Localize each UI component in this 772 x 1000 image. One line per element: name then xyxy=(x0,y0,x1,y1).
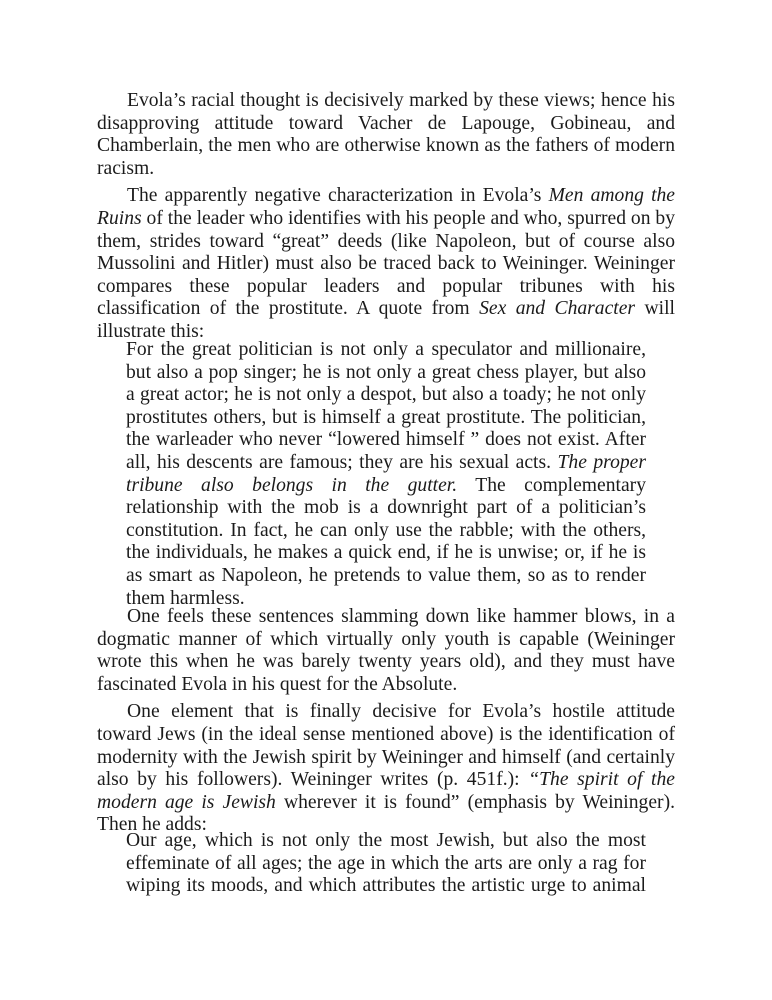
paragraph-3: One feels these sentences slamming down like hammer blows, in a dogmatic manner of which virtually only youth is capable (Weininger wrote this when he was barely twenty years old), and they must have fascinated Evola in his quest for the Absolute. xyxy=(97,606,675,695)
paragraph-1: Evola’s racial thought is decisively marked by these views; hence his disapproving attitude toward Vacher de Lapouge, Gobineau, and Chamberlain, the men who are otherwise known as the fathers of modern racism. xyxy=(97,90,675,179)
book-title-sex-and-character: Sex and Character xyxy=(479,298,636,320)
paragraph-4 xyxy=(97,701,675,837)
paragraph-4-part-a: One element that is finally decisive for Evola’s hostile attitude toward Jews (in the ideal sense mentioned above) is the identification of modernity with the Jewish spirit by Weininger and himself (and certainly also by his followers). Weininger writes (p. 451f.): xyxy=(97,701,675,791)
paragraph-4-emphasis: “The spirit of the modern age is Jewish xyxy=(97,769,675,813)
quote-1-emphasis: The proper tribune also belongs in the gutter. xyxy=(126,451,646,496)
block-quote-1 xyxy=(126,339,646,610)
quote-1-part-a: For the great politician is not only a speculator and millionaire, but also a pop singer; he is not only a great chess player, but also a great actor; he is not only a despot, but also a toady; he not only prostitutes others, but is himself a great prostitute. The politician, the warleader who never “lowered himself ” does not exist. After all, his descents are famous; they are his sexual acts. xyxy=(126,339,646,473)
quote-1-part-c: The complementary relationship with the mob is a downright part of a politician’s constitution. In fact, he can only use the rabble; with the others, the individuals, he makes a quick end, if he is unwise; or, if he is as smart as Napoleon, he pretends to value them, so as to render them harmless. xyxy=(126,474,646,609)
block-quote-2: Our age, which is not only the most Jewish, but also the most effeminate of all ages; the age in which the arts are only a rag for wiping its moods, and which attributes the artistic urge to animal xyxy=(126,830,646,897)
body-text-middle xyxy=(97,606,675,837)
book-title-men-among-the-ruins: Men among the Ruins xyxy=(97,185,676,229)
paragraph-2-part-e: will illustrate this: xyxy=(97,298,675,342)
paragraph-4-part-c: wherever it is found” (emphasis by Weininger). Then he adds: xyxy=(97,791,675,836)
paragraph-2 xyxy=(97,185,675,343)
paragraph-2-part-a: The apparently negative characterization in Evola’s xyxy=(127,185,549,207)
paragraph-2-part-c: of the leader who identifies with his people and who, spurred on by them, strides toward “great” deeds (like Napoleon, but of course also Mussolini and Hitler) must also be traced back to Weininger. Weininger compares these popular leaders and popular tribunes with his classification of the prostitute. A quote from xyxy=(97,207,675,320)
body-text-top xyxy=(97,90,675,344)
